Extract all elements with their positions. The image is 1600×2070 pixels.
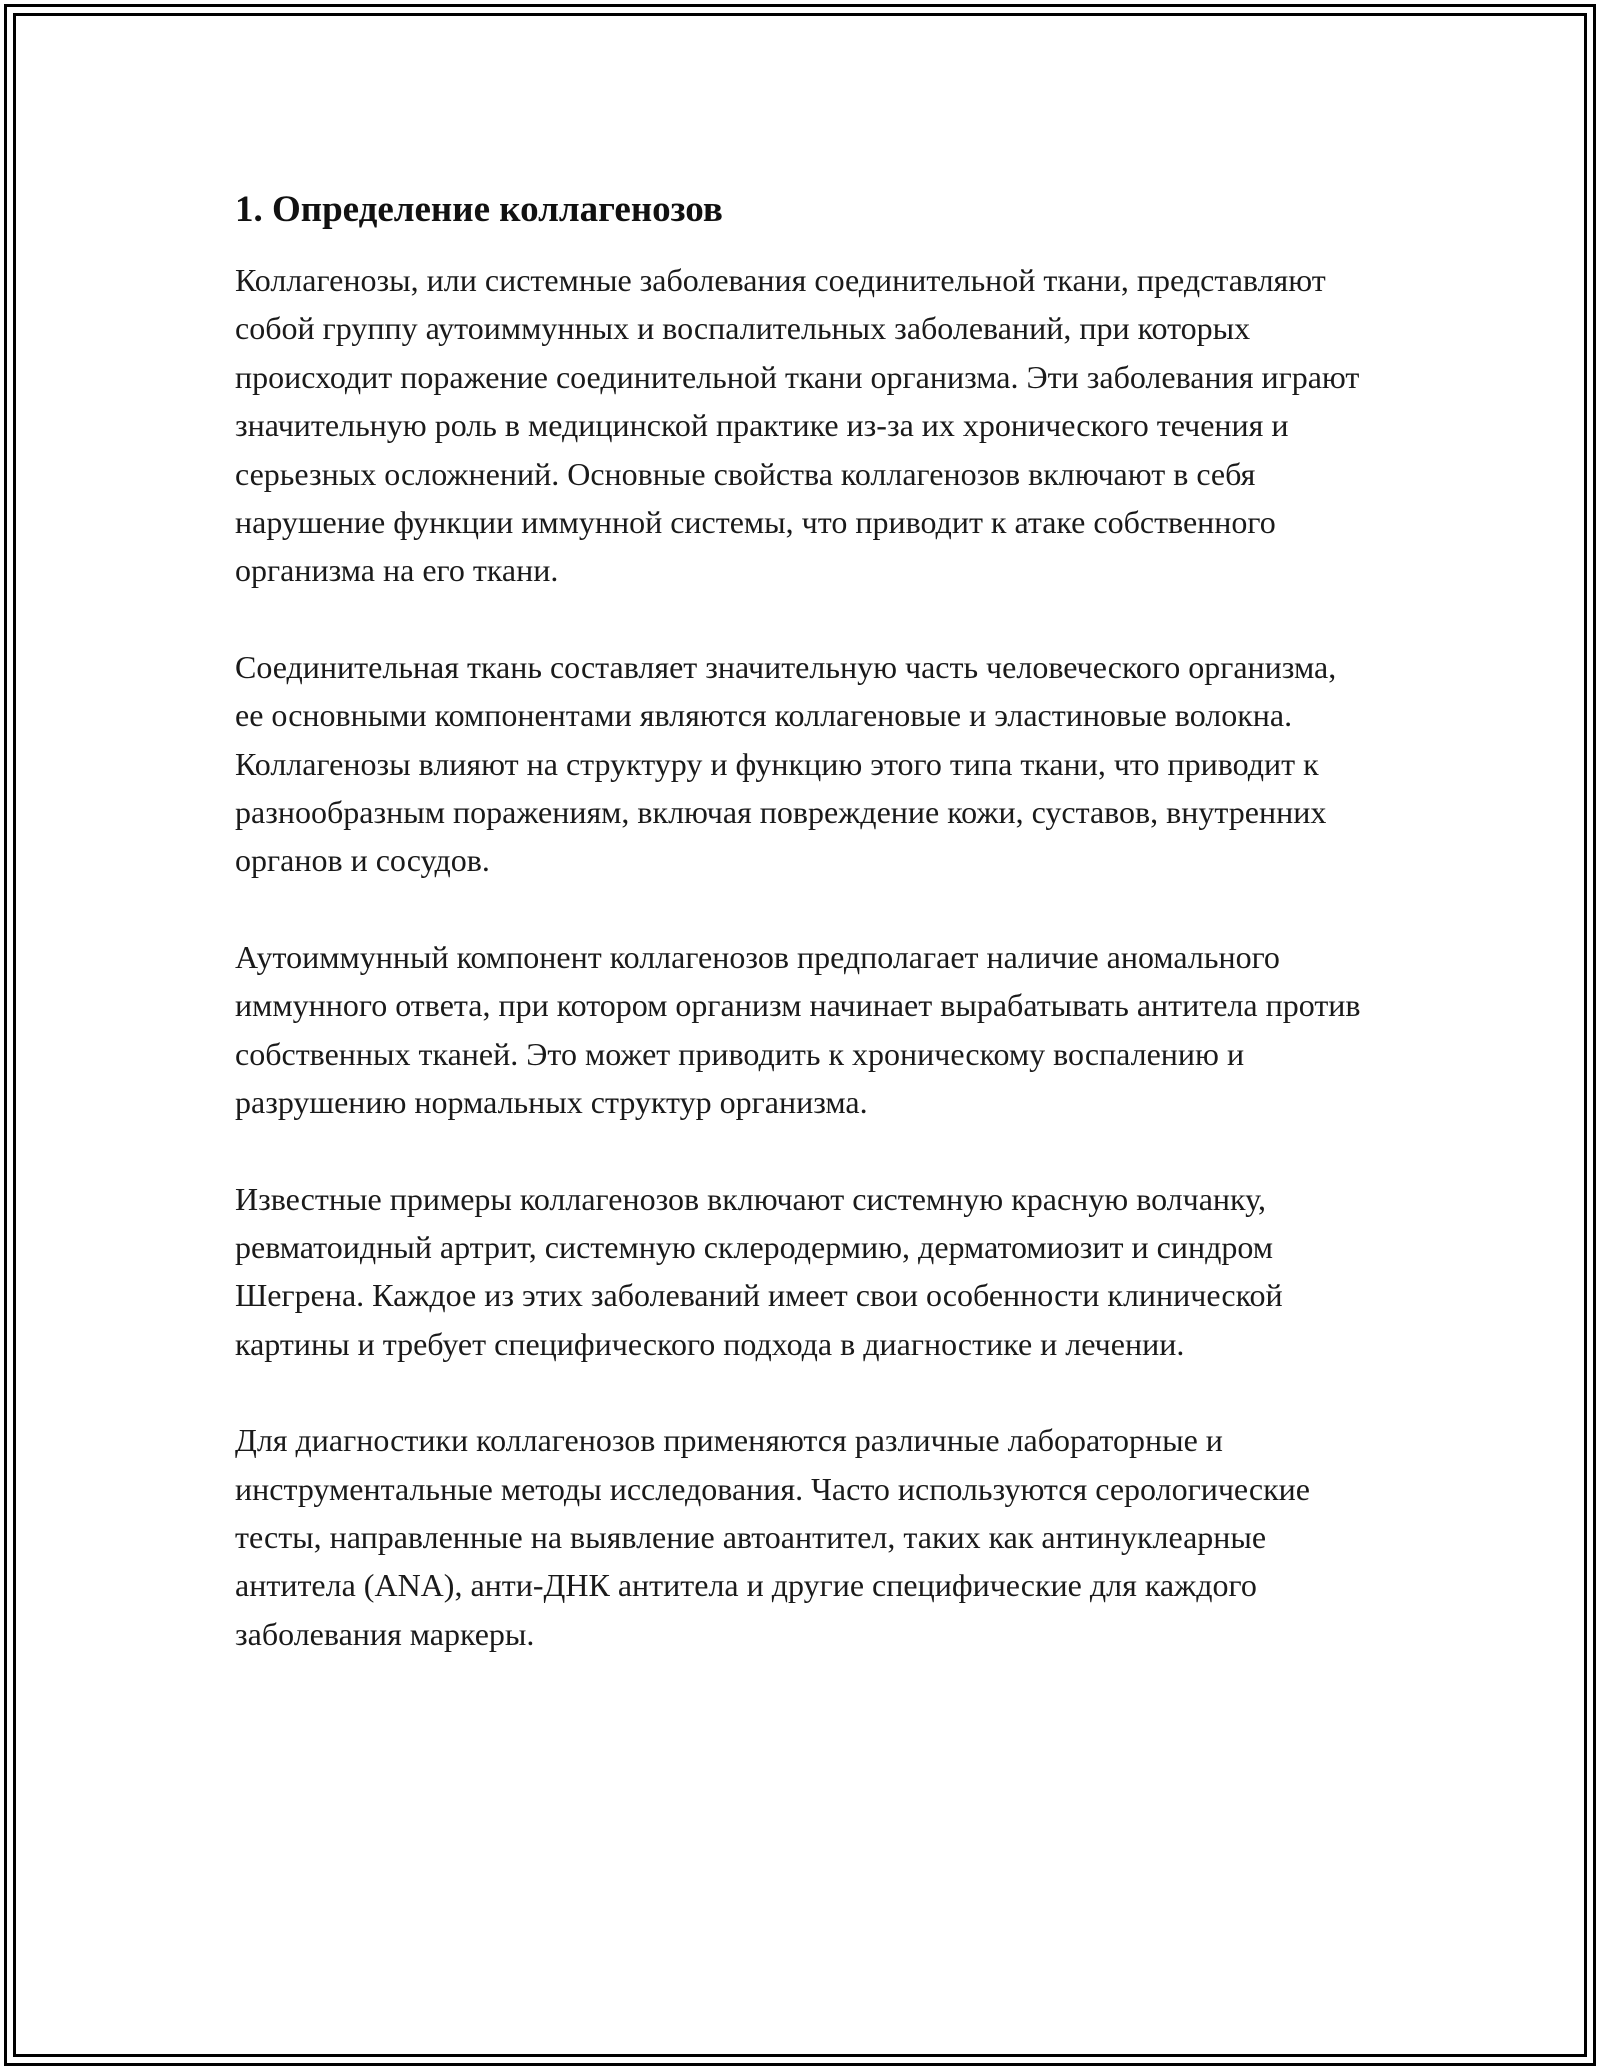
paragraph-examples: Известные примеры коллагенозов включают системную красную волчанку, ревматоидный артрит, системную склеродермию, дерматомиозит и синдром Шегрена. Каждое из этих заболеваний имеет свои особенности клинической картины и требует специфического подхода в диагностике и лечении. [235, 1180, 1283, 1362]
paragraph-autoimmune-component: Аутоиммунный компонент коллагенозов предполагает наличие аномального иммунного ответа, при котором организм начинает вырабатывать антитела против собственных тканей. Это может приводить к хроническому воспалению и разрушению нормальных структур организма. [235, 938, 1361, 1121]
paragraph-connective-tissue: Соединительная ткань составляет значительную часть человеческого организма, ее основными компонентами являются коллагеновые и эластиновые волокна. Коллагенозы влияют на структуру и функцию этого типа ткани, что приводит к разнообразным поражениям, включая повреждение кожи, суставов, внутренних органов и сосудов. [235, 648, 1337, 879]
document-body [235, 186, 1365, 1706]
section-heading: 1. Определение коллагенозов [235, 189, 723, 230]
paragraph-definition: Коллагенозы, или системные заболевания соединительной ткани, представляют собой группу аутоиммунных и воспалительных заболеваний, при которых происходит поражение соединительной ткани организма. Эти заболевания играют значительную роль в медицинской практике из-за их хронического течения и серьезных осложнений. Основные свойства коллагенозов включают в себя нарушение функции иммунной системы, что приводит к атаке собственного организма на его ткани. [235, 262, 1360, 589]
paragraph-diagnostics: Для диагностики коллагенозов применяются различные лабораторные и инструментальные методы исследования. Часто используются серологические тесты, направленные на выявление автоантител, таких как антинуклеарные антитела (ANA), анти-ДНК антитела и другие специфические для каждого заболевания маркеры. [235, 1422, 1310, 1652]
